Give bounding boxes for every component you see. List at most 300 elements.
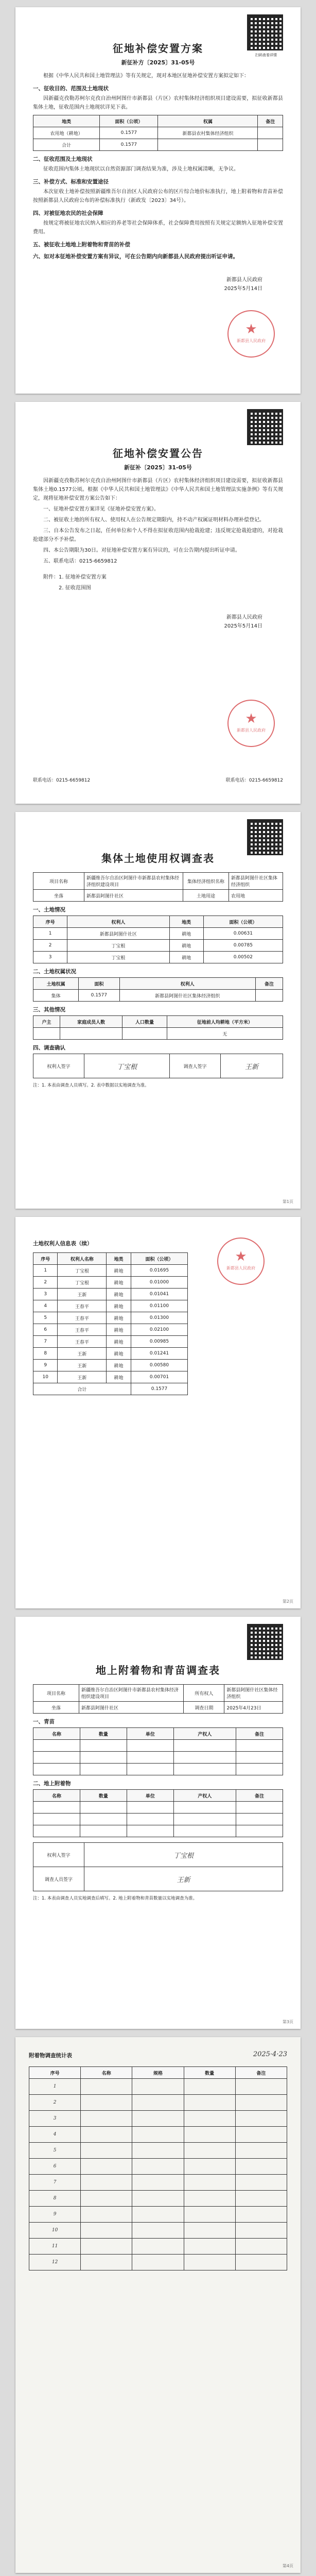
info-table [33, 1684, 283, 1714]
table-header: 地类 [33, 115, 100, 127]
table-cell [81, 2095, 132, 2111]
row-label: 权利人签字 [33, 1054, 84, 1078]
table-cell: 0.01041 [131, 1289, 188, 1300]
table-header: 名称 [81, 2067, 132, 2079]
table-cell [132, 2255, 184, 2270]
table-cell: 0.00785 [203, 940, 283, 952]
official-seal-icon: ★ 新都县人民政府 [227, 310, 275, 358]
table-row [29, 2255, 287, 2270]
row-label: 权利人签字 [33, 1843, 84, 1867]
table-cell [235, 2255, 287, 2270]
table-cell [235, 2159, 287, 2175]
table-cell: 丁宝根 [67, 952, 169, 963]
table-row [29, 2143, 287, 2159]
table-cell [81, 2191, 132, 2207]
total-label: 合计 [33, 1383, 131, 1395]
table-header: 名称 [33, 1728, 80, 1740]
table-cell [81, 2207, 132, 2223]
table-header: 户主 [33, 1016, 60, 1028]
table-cell [235, 2223, 287, 2239]
table-cell [127, 1802, 173, 1814]
signing-organization: 新都县人民政府 [226, 277, 262, 283]
document-number: 新征补〔2025〕31-05号 [124, 464, 192, 471]
table-cell: 耕地 [107, 1336, 131, 1348]
table-header: 权属 [158, 115, 258, 127]
table-cell [236, 1752, 283, 1764]
table-cell [235, 2175, 287, 2191]
page-number: 第3页 [282, 2020, 293, 2024]
table-cell: 王新 [58, 1348, 107, 1360]
table-header: 序号 [29, 2067, 81, 2079]
table-row [33, 1702, 283, 1714]
table-cell [33, 1825, 80, 1837]
body-paragraph: 五、联系电话：0215-6659812 [43, 558, 117, 564]
body-paragraph: 二、被征收土地的所有权人、使用权人在公告规定期限内，持不动产权属证明材料办理补偿登记。 [43, 517, 265, 523]
table-row [29, 2159, 287, 2175]
table-cell [235, 2239, 287, 2255]
table-row [33, 1289, 188, 1300]
section-heading: 三、其他情况 [33, 1007, 65, 1013]
table-row [33, 1028, 283, 1040]
table-cell: 耕地 [107, 1312, 131, 1324]
table-cell [236, 1825, 283, 1837]
body-paragraph: 因新疆克孜勒苏柯尔克孜自治州阿图什市新都县（片区）农村集体经济组织项目建设需要，拟征收新都县集体土地0.1577公顷。根据《中华人民共和国土地管理法》《中华人民共和国土地管理法实施条例》等有关规定，现将征地补偿安置方案公告如下： [33, 478, 283, 501]
seal-text: 新都县人民政府 [226, 1266, 255, 1270]
footnote: 注：1. 本表由调查人员实地调查后填写。2. 地上附着物和青苗数量以实地调查为准。 [33, 1896, 198, 1901]
table-cell [184, 2191, 235, 2207]
table-cell [81, 2223, 132, 2239]
table-cell: 耕地 [107, 1371, 131, 1383]
land-table [33, 916, 283, 963]
table-cell [122, 1028, 167, 1040]
table-cell [235, 2143, 287, 2159]
signature-table [33, 1842, 283, 1891]
table-header: 面积（公顷） [100, 115, 158, 127]
survey-date: 2025年4月23日 [224, 1702, 283, 1714]
table-header: 序号 [33, 916, 67, 928]
table-header: 家庭成员人数 [60, 1016, 122, 1028]
project-name: 新疆维吾尔自治区阿图什市新都县农村集体经济组织建设项目 [79, 1685, 184, 1702]
table-cell: 1 [33, 1265, 58, 1277]
row-label: 坐落 [33, 890, 84, 902]
table-row [33, 1802, 283, 1814]
table-row [33, 1265, 188, 1277]
table-row [33, 1348, 188, 1360]
scanned-statistics-page [15, 2037, 301, 2573]
qr-code-icon [247, 819, 283, 855]
table-row [33, 1277, 188, 1289]
page-title: 征地补偿安置方案 [113, 42, 203, 55]
table-cell: 9 [29, 2207, 81, 2223]
section-heading: 四、对被征地农民的社会保障 [33, 210, 103, 216]
table-cell [132, 2159, 184, 2175]
table-cell [184, 2239, 235, 2255]
table-cell [236, 1764, 283, 1775]
table-cell: 王新 [58, 1371, 107, 1383]
table-header: 备注 [258, 115, 283, 127]
seal-text: 新都县人民政府 [237, 728, 266, 733]
ownership-table [33, 977, 283, 1002]
table-header: 单位 [127, 1728, 173, 1740]
attachment-survey-page [15, 1617, 301, 2029]
table-cell [33, 1764, 80, 1775]
table-cell [236, 1740, 283, 1752]
land-use: 农用地 [229, 890, 283, 902]
signature [84, 1054, 170, 1078]
page-number: 第4页 [282, 2564, 293, 2568]
official-seal-icon: ★ 新都县人民政府 [227, 700, 275, 747]
table-row [29, 2223, 287, 2239]
table-row [33, 1312, 188, 1324]
table-cell [81, 2111, 132, 2127]
table-cell: 农用地（耕地） [33, 127, 100, 139]
table-row [33, 990, 283, 1002]
table-cell [80, 1740, 127, 1752]
total-value: 0.1577 [131, 1383, 188, 1395]
table-cell: 0.01000 [131, 1277, 188, 1289]
section-heading: 四、调查确认 [33, 1045, 65, 1051]
document-number: 新征补方〔2025〕31-05号 [121, 59, 195, 66]
table-cell [132, 2143, 184, 2159]
table-cell: 王春平 [58, 1336, 107, 1348]
table-cell [132, 2127, 184, 2143]
table-cell [235, 2095, 287, 2111]
table-row [29, 2127, 287, 2143]
table-cell: 0.01300 [131, 1312, 188, 1324]
compensation-announcement-page [15, 402, 301, 804]
table-cell: 0.02100 [131, 1324, 188, 1336]
table-cell: 10 [33, 1371, 58, 1383]
table-header: 征地前人均耕地（平方米） [167, 1016, 283, 1028]
table-cell: 0.1577 [100, 127, 158, 139]
table-cell: 3 [33, 1289, 58, 1300]
handwritten-date: 2025·4·23 [253, 2050, 287, 2058]
table-cell: 耕地 [169, 928, 203, 940]
table-row [29, 2175, 287, 2191]
table-cell: 耕地 [169, 952, 203, 963]
table-row [33, 1371, 188, 1383]
table-cell [184, 2143, 235, 2159]
table-cell [184, 2223, 235, 2239]
table-cell: 合计 [33, 139, 100, 151]
contact-phone: 联系电话：0215-6659812 [225, 778, 283, 783]
table-cell: 耕地 [107, 1360, 131, 1371]
owner-name: 新都县阿图什社区集体经济组织 [229, 873, 283, 890]
table-cell: 集体 [33, 990, 79, 1002]
table-header: 数量 [80, 1790, 127, 1802]
table-cell: 丁宝根 [67, 940, 169, 952]
page-title: 征地补偿安置公告 [113, 447, 203, 460]
table-cell: 耕地 [107, 1300, 131, 1312]
table-header: 名称 [33, 1790, 80, 1802]
table-cell [173, 1825, 236, 1837]
table-cell [258, 127, 283, 139]
table-cell: 王春平 [58, 1300, 107, 1312]
table-row [33, 127, 283, 139]
table-cell [81, 2159, 132, 2175]
table-cell: 王春平 [58, 1312, 107, 1324]
signature [84, 1843, 283, 1867]
table-cell [80, 1752, 127, 1764]
attachments-table [33, 1789, 283, 1837]
table-cell [81, 2175, 132, 2191]
table-cell: 0.01695 [131, 1265, 188, 1277]
table-cell [132, 2223, 184, 2239]
row-label: 坐落 [33, 1702, 79, 1714]
table-row [33, 1867, 283, 1891]
table-cell: 2 [33, 1277, 58, 1289]
table-cell: 无 [167, 1028, 283, 1040]
signature-text: 丁宝根 [116, 1063, 137, 1071]
table-cell [33, 1028, 60, 1040]
location: 新都县阿图什社区 [84, 890, 183, 902]
owner-name: 新都县阿图什社区集体经济组织 [224, 1685, 283, 1702]
body-paragraph: 因新疆克孜勒苏柯尔克孜自治州阿图什市新都县（片区）农村集体经济组织项目建设需要，拟征收新都县集体土地，征收范围内土地现状详见下表。 [33, 96, 283, 110]
table-cell [127, 1752, 173, 1764]
section-heading: 三、补偿方式、标准和安置途径 [33, 179, 109, 185]
page-title: 集体土地使用权调查表 [101, 852, 215, 865]
table-cell [184, 2255, 235, 2270]
table-cell [80, 1764, 127, 1775]
row-label: 项目名称 [33, 1685, 79, 1702]
info-table [33, 872, 283, 902]
table-cell: 2 [29, 2095, 81, 2111]
table-header: 权利人 [67, 916, 169, 928]
table-row [29, 2207, 287, 2223]
table-row [33, 1843, 283, 1867]
table-row [33, 873, 283, 890]
table-header: 数量 [80, 1728, 127, 1740]
table-cell: 0.00985 [131, 1336, 188, 1348]
contact-row [33, 776, 283, 783]
table-cell: 0.00580 [131, 1360, 188, 1371]
table-cell [132, 2239, 184, 2255]
seal-text: 新都县人民政府 [237, 338, 266, 343]
table-cell [173, 1764, 236, 1775]
table-header: 人口数量 [122, 1016, 167, 1028]
table-cell [173, 1814, 236, 1825]
table-row [33, 1685, 283, 1702]
attach-rows [33, 1802, 283, 1837]
table-cell [235, 2079, 287, 2095]
page-number: 第1页 [282, 1199, 293, 1204]
table-cell: 4 [33, 1300, 58, 1312]
table-cell [132, 2191, 184, 2207]
table-cell [33, 1752, 80, 1764]
section-heading: 五、被征收土地地上附着物和青苗的补偿 [33, 242, 130, 248]
table-cell [256, 990, 283, 1002]
table-cell [127, 1825, 173, 1837]
table-header: 备注 [236, 1728, 283, 1740]
qr-code-icon [247, 409, 283, 445]
owner-table [33, 1252, 188, 1395]
table-cell [127, 1764, 173, 1775]
land-use-survey-page [15, 812, 301, 1209]
table-header: 权利人名称 [58, 1253, 107, 1265]
table-header: 地类 [107, 1253, 131, 1265]
page-title: 地上附着物和青苗调查表 [96, 1664, 220, 1676]
table-row [33, 1764, 283, 1775]
table-cell: 王新 [58, 1360, 107, 1371]
table-cell: 8 [29, 2191, 81, 2207]
land-table [33, 115, 283, 151]
table-header: 面积（公顷） [131, 1253, 188, 1265]
table-header: 权利人 [119, 978, 256, 990]
project-name: 新疆维吾尔自治区阿图什市新都县农村集体经济组织建设项目 [84, 873, 183, 890]
table-cell [184, 2207, 235, 2223]
section-heading: 二、征收范围及土地现状 [33, 156, 93, 162]
table-cell: 6 [29, 2159, 81, 2175]
table-cell: 12 [29, 2255, 81, 2270]
table-cell: 0.00631 [203, 928, 283, 940]
table-cell: 耕地 [107, 1277, 131, 1289]
table-cell: 7 [29, 2175, 81, 2191]
table-cell: 0.01100 [131, 1300, 188, 1312]
intro-paragraph: 根据《中华人民共和国土地管理法》等有关规定，现对本地区征地补偿安置方案拟定如下： [43, 73, 249, 79]
table-cell: 新都县阿图什社区集体经济组织 [119, 990, 256, 1002]
table-cell [132, 2175, 184, 2191]
table-cell: 新都县阿图什社区 [67, 928, 169, 940]
table-header: 序号 [33, 1253, 58, 1265]
signing-date: 2025年5月14日 [224, 623, 262, 629]
table-header: 面积 [79, 978, 119, 990]
table-cell: 新都县农村集体经济组织 [158, 127, 258, 139]
location: 新都县阿图什社区 [79, 1702, 184, 1714]
official-seal-icon: ★ 新都县人民政府 [217, 1238, 265, 1285]
stat-rows [29, 2079, 287, 2270]
table-cell [235, 2191, 287, 2207]
row-label: 项目名称 [33, 873, 84, 890]
table-cell [80, 1814, 127, 1825]
table-cell [81, 2255, 132, 2270]
table-row [33, 1825, 283, 1837]
table-cell: 5 [29, 2143, 81, 2159]
signing-organization: 新都县人民政府 [226, 615, 262, 620]
table-header: 面积（公顷） [203, 916, 283, 928]
table-row [33, 139, 283, 151]
table-header: 备注 [236, 1790, 283, 1802]
table-row [33, 940, 283, 952]
table-cell: 0.00701 [131, 1371, 188, 1383]
table-cell: 7 [33, 1336, 58, 1348]
table-cell [80, 1825, 127, 1837]
qr-code-icon [247, 1624, 283, 1660]
household-table [33, 1015, 283, 1040]
section-heading: 一、青苗 [33, 1719, 55, 1725]
page-title: 附着物调查统计表 [29, 2053, 72, 2059]
table-cell: 3 [33, 952, 67, 963]
body-paragraph: 征收范围内集体土地现状以自然资源部门调查结果为准，涉及土地权属清晰，无争议。 [43, 166, 239, 172]
table-cell: 0.00502 [203, 952, 283, 963]
table-cell: 8 [33, 1348, 58, 1360]
table-header: 备注 [256, 978, 283, 990]
qr-code-icon [247, 14, 283, 50]
table-row [33, 928, 283, 940]
table-row [33, 1054, 283, 1078]
table-cell: 2 [33, 940, 67, 952]
table-header: 单位 [127, 1790, 173, 1802]
table-cell: 0.1577 [100, 139, 158, 151]
table-row [29, 2095, 287, 2111]
section-heading: 六、如对本征地补偿安置方案有异议，可在公告期内向新都县人民政府提出听证申请。 [33, 253, 238, 260]
attachment-line: 附件：1. 征地补偿安置方案 [43, 574, 107, 580]
table-cell [60, 1028, 122, 1040]
table-cell [236, 1814, 283, 1825]
body-paragraph: 一、征地补偿安置方案详见《征地补偿安置方案》。 [43, 506, 159, 512]
signature-text: 王新 [177, 1876, 190, 1884]
row-label: 集体经济组织名称 [183, 873, 229, 890]
table-header: 产权人 [173, 1790, 236, 1802]
table-cell [184, 2159, 235, 2175]
table-cell [258, 139, 283, 151]
table-row [29, 2191, 287, 2207]
body-paragraph: 四、本公告期限为30日。对征地补偿安置方案有异议的，可在公告期内提出听证申请。 [43, 548, 240, 553]
table-cell: 4 [29, 2127, 81, 2143]
table-cell: 3 [29, 2111, 81, 2127]
signature [220, 1054, 283, 1078]
table-cell [158, 139, 258, 151]
table-header: 地类 [169, 916, 203, 928]
table-cell [173, 1740, 236, 1752]
table-cell [132, 2207, 184, 2223]
section-heading: 一、征收目的、范围及土地现状 [33, 86, 109, 92]
signature-table [33, 1054, 283, 1078]
table-row [33, 1300, 188, 1312]
body-paragraph: 按规定将被征地农民纳入相应的养老等社会保障体系，社会保障费用按照有关规定足额纳入征地补偿安置费用。 [33, 221, 283, 235]
signature-text: 王新 [244, 1063, 258, 1071]
table-cell [81, 2143, 132, 2159]
table-cell: 0.1577 [79, 990, 119, 1002]
table-cell [236, 1802, 283, 1814]
table-cell: 耕地 [107, 1265, 131, 1277]
table-cell [184, 2079, 235, 2095]
body-paragraph: 三、自本公告发布之日起，任何单位和个人不得在拟征收范围内抢栽抢建；违反规定抢栽抢建的，对抢栽抢建部分不予补偿。 [33, 528, 283, 543]
table-cell: 耕地 [169, 940, 203, 952]
table-header: 产权人 [173, 1728, 236, 1740]
table-row [33, 1360, 188, 1371]
qr-caption: 扫码查看详情 [255, 53, 277, 57]
table-row [29, 2079, 287, 2095]
table-cell: 耕地 [107, 1289, 131, 1300]
table-header: 规格 [132, 2067, 184, 2079]
attachment-line: 2. 征收范围图 [59, 585, 91, 591]
table-cell: 6 [33, 1324, 58, 1336]
table-cell [132, 2111, 184, 2127]
table-cell [33, 1802, 80, 1814]
table-cell [132, 2079, 184, 2095]
footnote: 注：1. 本表由调查人员填写。2. 表中数据以实地调查为准。 [33, 1083, 149, 1088]
table-cell [33, 1814, 80, 1825]
table-row [33, 952, 283, 963]
table-row [33, 1383, 188, 1395]
section-heading: 二、土地权属状况 [33, 969, 76, 975]
table-row [29, 2239, 287, 2255]
table-cell [33, 1740, 80, 1752]
table-cell: 0.01241 [131, 1348, 188, 1360]
table-cell [173, 1802, 236, 1814]
table-cell [173, 1752, 236, 1764]
table-header: 土地权属 [33, 978, 79, 990]
owner-list-page [15, 1217, 301, 1608]
table-cell [80, 1802, 127, 1814]
row-label: 所有权人 [184, 1685, 224, 1702]
table-cell [235, 2207, 287, 2223]
table-row [33, 1324, 188, 1336]
signature [84, 1867, 283, 1891]
statistics-table [29, 2066, 287, 2270]
page-title: 土地权利人信息表（续） [33, 1241, 93, 1247]
row-label: 调查人员签字 [33, 1867, 84, 1891]
